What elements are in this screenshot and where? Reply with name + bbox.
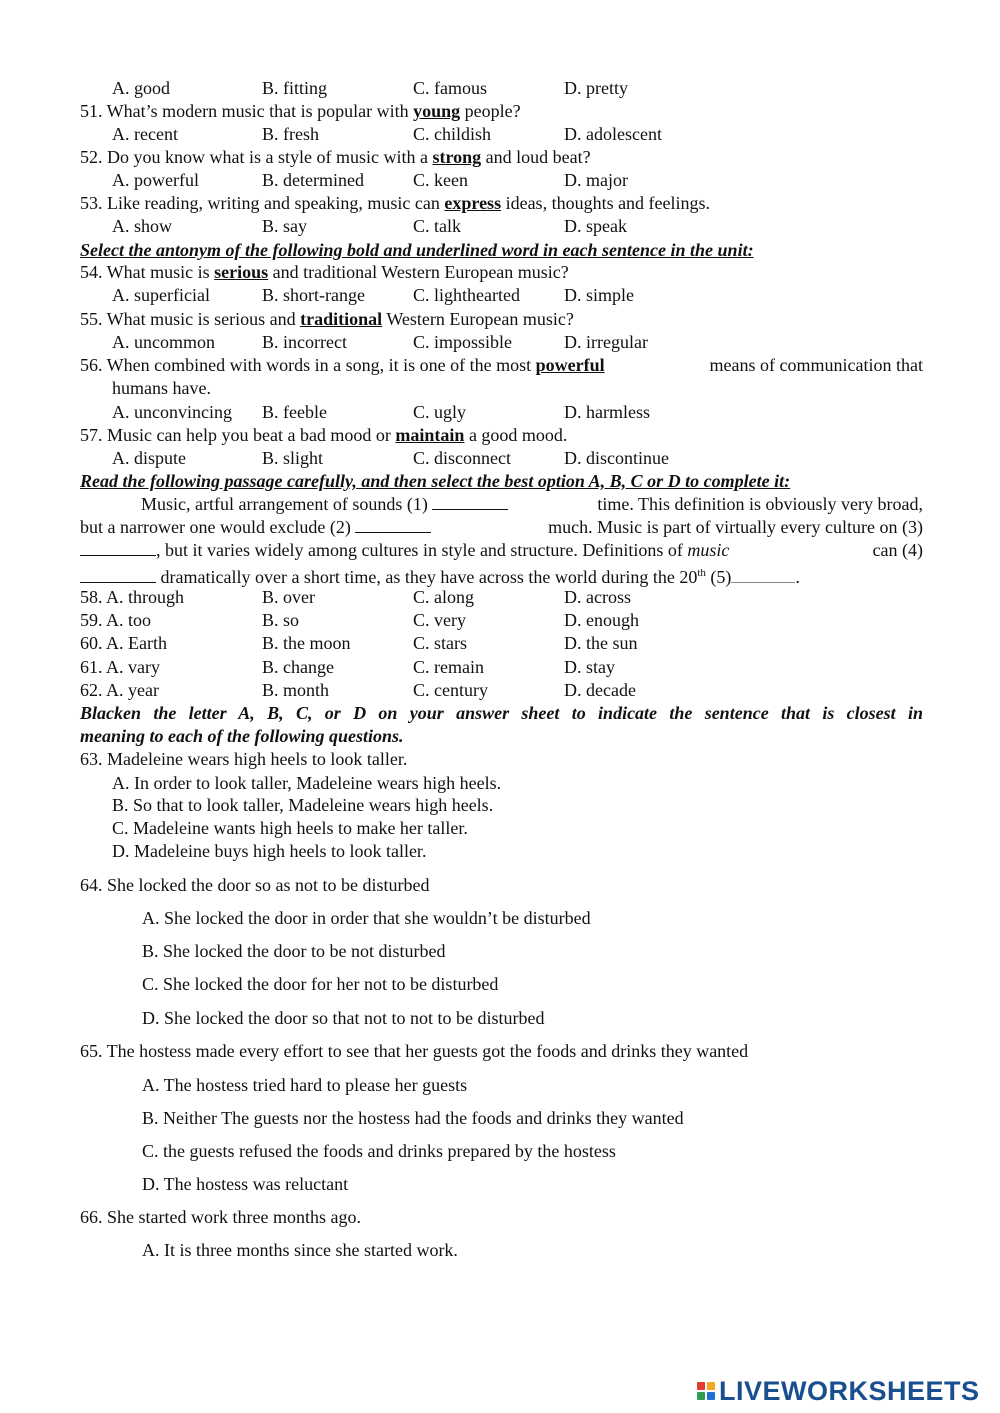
- q55-text-end: Western European music?: [382, 309, 574, 329]
- q60-option-a[interactable]: 60. A. Earth: [80, 633, 167, 653]
- blank-4[interactable]: [80, 568, 156, 583]
- blank-1[interactable]: [432, 495, 508, 510]
- passage-text: can (4): [872, 540, 923, 560]
- passage-line-1: [80, 493, 923, 515]
- q63-stem: 63. Madeleine wears high heels to look taller.: [80, 749, 408, 769]
- q61-option-c[interactable]: C. remain: [413, 657, 484, 677]
- q53-option-d[interactable]: D. speak: [564, 216, 627, 236]
- q57-text: 57. Music can help you beat a bad mood or: [80, 425, 396, 445]
- instruction-closest-meaning-cont: meaning to each of the following questions.: [80, 726, 404, 746]
- logo-square-green: [697, 1392, 705, 1400]
- superscript-th: th: [697, 567, 706, 579]
- q65-option-c[interactable]: C. the guests refused the foods and drinks prepared by the hostess: [142, 1141, 616, 1161]
- q63-option-d[interactable]: D. Madeleine buys high heels to look taller.: [112, 841, 427, 861]
- q56-option-a[interactable]: A. unconvincing: [112, 402, 232, 422]
- passage-text: (5): [705, 567, 732, 587]
- q58-option-b[interactable]: B. over: [262, 587, 315, 607]
- q50-option-b[interactable]: B. fitting: [262, 78, 328, 98]
- q57-option-a[interactable]: A. dispute: [112, 448, 186, 468]
- blank-3[interactable]: [80, 541, 156, 556]
- passage-text: , but it varies widely among cultures in style and structure. Definitions of: [156, 540, 688, 560]
- q55-keyword: traditional: [300, 309, 383, 329]
- q52-text-end: and loud beat?: [481, 147, 591, 167]
- blank-2[interactable]: [355, 518, 431, 533]
- q57-keyword: maintain: [395, 425, 465, 445]
- q50-option-d[interactable]: D. pretty: [564, 78, 628, 98]
- passage-period: .: [795, 567, 800, 587]
- q52-option-c[interactable]: C. keen: [413, 170, 468, 190]
- q53-option-c[interactable]: C. talk: [413, 216, 461, 236]
- q63-option-a[interactable]: A. In order to look taller, Madeleine wears high heels.: [112, 773, 502, 793]
- passage-text: dramatically over a short time, as they have across the world during the 20: [156, 567, 698, 587]
- instruction-antonym: Select the antonym of the following bold and underlined word in each sentence in the unit:: [80, 240, 754, 260]
- q66-option-a[interactable]: A. It is three months since she started work.: [142, 1240, 458, 1260]
- q54-option-d[interactable]: D. simple: [564, 285, 634, 305]
- q64-option-d[interactable]: D. She locked the door so that not to not to be disturbed: [142, 1008, 545, 1028]
- q51-option-b[interactable]: B. fresh: [262, 124, 319, 144]
- q56-stem-continued: humans have.: [112, 378, 211, 398]
- q52-option-b[interactable]: B. determined: [262, 170, 364, 190]
- q64-option-b[interactable]: B. She locked the door to be not disturbed: [142, 941, 446, 961]
- q55-option-c[interactable]: C. impossible: [413, 332, 513, 352]
- q51-option-c[interactable]: C. childish: [413, 124, 492, 144]
- passage-line-4: [80, 562, 800, 588]
- q65-option-a[interactable]: A. The hostess tried hard to please her guests: [142, 1075, 468, 1095]
- q62-option-d[interactable]: D. decade: [564, 680, 636, 700]
- q50-option-a[interactable]: A. good: [112, 78, 170, 98]
- passage-text: but a narrower one would exclude (2): [80, 517, 356, 537]
- q57-option-c[interactable]: C. disconnect: [413, 448, 511, 468]
- q51-keyword: young: [413, 101, 461, 121]
- q64-option-a[interactable]: A. She locked the door in order that she wouldn’t be disturbed: [142, 908, 591, 928]
- q52-stem: [80, 146, 591, 168]
- logo-square-red: [697, 1382, 705, 1390]
- passage-line-3: [80, 539, 923, 561]
- q56-option-d[interactable]: D. harmless: [564, 402, 650, 422]
- q57-option-d[interactable]: D. discontinue: [564, 448, 669, 468]
- q52-text: 52. Do you know what is a style of music with a: [80, 147, 433, 167]
- logo-grid-icon: [697, 1382, 715, 1400]
- q58-option-c[interactable]: C. along: [413, 587, 474, 607]
- q55-stem: [80, 308, 574, 330]
- q56-text: 56. When combined with words in a song, it is one of the most: [80, 355, 536, 375]
- q65-stem: 65. The hostess made every effort to see that her guests got the foods and drinks they wanted: [80, 1041, 749, 1061]
- q62-option-a[interactable]: 62. A. year: [80, 680, 159, 700]
- q61-option-d[interactable]: D. stay: [564, 657, 615, 677]
- logo-wordmark: LIVEWORKSHEETS: [719, 1375, 980, 1406]
- q53-text: 53. Like reading, writing and speaking, music can: [80, 193, 445, 213]
- q55-option-a[interactable]: A. uncommon: [112, 332, 215, 352]
- liveworksheets-logo: [697, 1376, 980, 1406]
- q51-text: 51. What’s modern music that is popular with: [80, 101, 414, 121]
- q63-option-c[interactable]: C. Madeleine wants high heels to make her taller.: [112, 818, 468, 838]
- q53-text-end: ideas, thoughts and feelings.: [501, 193, 711, 213]
- q62-option-c[interactable]: C. century: [413, 680, 488, 700]
- q56-option-b[interactable]: B. feeble: [262, 402, 327, 422]
- q65-option-d[interactable]: D. The hostess was reluctant: [142, 1174, 349, 1194]
- q59-option-c[interactable]: C. very: [413, 610, 466, 630]
- q62-option-b[interactable]: B. month: [262, 680, 330, 700]
- q54-text-end: and traditional Western European music?: [268, 262, 569, 282]
- logo-square-orange: [707, 1382, 715, 1390]
- q53-option-a[interactable]: A. show: [112, 216, 173, 236]
- q65-option-b[interactable]: B. Neither The guests nor the hostess had the foods and drinks they wanted: [142, 1108, 684, 1128]
- q66-stem: 66. She started work three months ago.: [80, 1207, 361, 1227]
- q54-option-c[interactable]: C. lighthearted: [413, 285, 520, 305]
- q59-option-d[interactable]: D. enough: [564, 610, 639, 630]
- q56-option-c[interactable]: C. ugly: [413, 402, 467, 422]
- q52-keyword: strong: [432, 147, 482, 167]
- q60-option-b[interactable]: B. the moon: [262, 633, 351, 653]
- q56-stem: [80, 354, 923, 376]
- q57-text-end: a good mood.: [464, 425, 568, 445]
- q53-keyword: express: [444, 193, 502, 213]
- q51-stem: [80, 100, 521, 122]
- q55-text: 55. What music is serious and: [80, 309, 301, 329]
- q54-stem: [80, 261, 569, 283]
- q61-option-b[interactable]: B. change: [262, 657, 334, 677]
- q57-option-b[interactable]: B. slight: [262, 448, 324, 468]
- q64-stem: 64. She locked the door so as not to be disturbed: [80, 875, 430, 895]
- instruction-closest-meaning: Blacken the letter A, B, C, or D on your answer sheet to indicate the sentence that is closest in: [80, 703, 923, 723]
- instruction-passage: Read the following passage carefully, and then select the best option A, B, C or D to complete it:: [80, 471, 791, 491]
- q57-stem: [80, 424, 567, 446]
- q52-option-d[interactable]: D. major: [564, 170, 628, 190]
- q51-option-a[interactable]: A. recent: [112, 124, 178, 144]
- q64-option-c[interactable]: C. She locked the door for her not to be disturbed: [142, 974, 499, 994]
- q60-option-d[interactable]: D. the sun: [564, 633, 638, 653]
- q53-stem: [80, 192, 710, 214]
- q52-option-a[interactable]: A. powerful: [112, 170, 199, 190]
- q51-option-d[interactable]: D. adolescent: [564, 124, 662, 144]
- q58-option-d[interactable]: D. across: [564, 587, 631, 607]
- q54-text: 54. What music is: [80, 262, 215, 282]
- passage-text: Music, artful arrangement of sounds (1): [141, 494, 433, 514]
- q50-option-c[interactable]: C. famous: [413, 78, 487, 98]
- logo-square-blue: [707, 1392, 715, 1400]
- q53-option-b[interactable]: B. say: [262, 216, 307, 236]
- passage-italic-word: music: [687, 540, 730, 560]
- q59-option-a[interactable]: 59. A. too: [80, 610, 152, 630]
- q54-option-b[interactable]: B. short-range: [262, 285, 365, 305]
- q63-option-b[interactable]: B. So that to look taller, Madeleine wears high heels.: [112, 795, 494, 815]
- q54-keyword: serious: [214, 262, 269, 282]
- passage-text: time. This definition is obviously very broad,: [597, 494, 923, 514]
- passage-text: much. Music is part of virtually every culture on (3): [548, 517, 923, 537]
- q61-option-a[interactable]: 61. A. vary: [80, 657, 160, 677]
- blank-5[interactable]: [731, 572, 795, 583]
- q60-option-c[interactable]: C. stars: [413, 633, 467, 653]
- q56-keyword: powerful: [535, 355, 605, 375]
- q56-text-end: means of communication that: [709, 355, 923, 375]
- q55-option-b[interactable]: B. incorrect: [262, 332, 347, 352]
- q58-option-a[interactable]: 58. A. through: [80, 587, 185, 607]
- q51-text-end: people?: [460, 101, 521, 121]
- passage-line-2: [80, 516, 923, 538]
- q59-option-b[interactable]: B. so: [262, 610, 300, 630]
- q55-option-d[interactable]: D. irregular: [564, 332, 648, 352]
- q54-option-a[interactable]: A. superficial: [112, 285, 210, 305]
